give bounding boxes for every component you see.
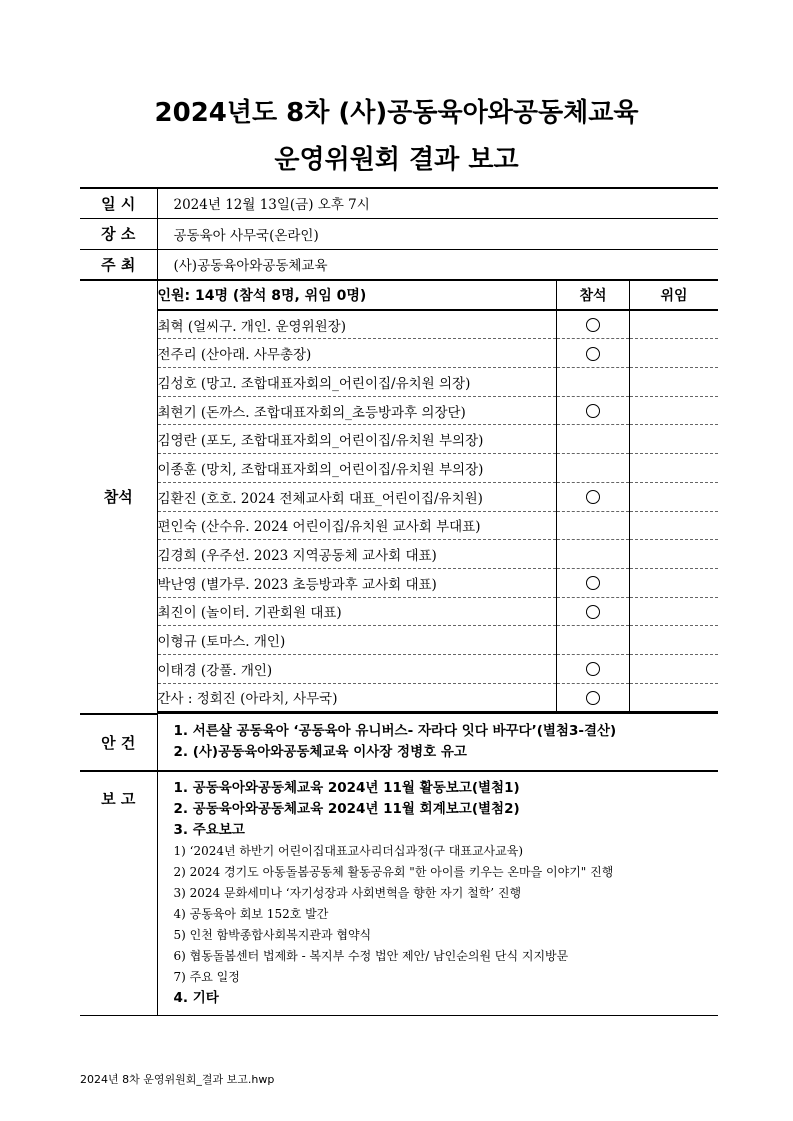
- agenda-item-2: 2. (사)공동육아와공동체교육 이사장 정병호 유고: [173, 744, 467, 761]
- row-agenda: [80, 714, 718, 771]
- attend-mark-cell: [557, 396, 630, 425]
- agenda-cell: [157, 714, 718, 771]
- report-sub-7: 7) 주요 일정: [173, 969, 240, 984]
- report-item-2: 2. 공동육아와공동체교육 2024년 11월 회계보고(별첨2): [173, 800, 520, 817]
- attend-circle-icon: [586, 691, 600, 705]
- attendee-name: 김경희 (우주선. 2023 지역공동체 교사회 대표): [158, 540, 557, 569]
- attend-mark-cell: [557, 425, 630, 454]
- attendee-row: [158, 626, 719, 655]
- proxy-mark-cell: [630, 454, 719, 483]
- attendee-name: 김영란 (포도, 조합대표자회의_어린이집/유치원 부의장): [158, 425, 557, 454]
- label-host: 주 최: [80, 249, 157, 280]
- place-value: 공동육아 사무국(온라인): [157, 218, 718, 249]
- report-sub-1: 1) ‘2024년 하반기 어린이집대표교사리더십과정(구 대표교사교육): [173, 843, 524, 858]
- attendee-name: 박난영 (별가루. 2023 초등방과후 교사회 대표): [158, 568, 557, 597]
- col-attend-header: 참석: [557, 281, 630, 310]
- proxy-mark-cell: [630, 339, 719, 368]
- attendee-name: 이종훈 (망치, 조합대표자회의_어린이집/유치원 부의장): [158, 454, 557, 483]
- attendee-name: 김성호 (망고. 조합대표자회의_어린이집/유치원 의장): [158, 368, 557, 397]
- date-value: 2024년 12월 13일(금) 오후 7시: [157, 188, 718, 218]
- attendance-summary: 인원: 14명 (참석 8명, 위임 0명): [158, 281, 557, 310]
- attendee-row: [158, 683, 719, 712]
- attendee-name: 최현기 (돈까스. 조합대표자회의_초등방과후 의장단): [158, 396, 557, 425]
- attendee-row: [158, 568, 719, 597]
- attendee-row: [158, 368, 719, 397]
- attendee-name: 최진이 (놀이터. 기관회원 대표): [158, 597, 557, 626]
- report-table: [80, 187, 718, 1016]
- attendance-body: [158, 310, 719, 713]
- attendee-row: [158, 597, 719, 626]
- attendee-row: [158, 511, 719, 540]
- attendee-row: [158, 339, 719, 368]
- page-title-line2: 운영위원회 결과 보고: [274, 145, 519, 175]
- proxy-mark-cell: [630, 368, 719, 397]
- host-value: (사)공동육아와공동체교육: [157, 249, 718, 280]
- attend-mark-cell: [557, 454, 630, 483]
- attend-mark-cell: [557, 339, 630, 368]
- attendee-name: 전주리 (산아래. 사무총장): [158, 339, 557, 368]
- attendee-name: 이태경 (강풀. 개인): [158, 654, 557, 683]
- label-place: 장 소: [80, 218, 157, 249]
- agenda-item-1: 1. 서른살 공동육아 ‘공동육아 유니버스- 자라다 잇다 바꾸다’(별첨3-결산): [173, 723, 617, 740]
- attendance-table: [158, 281, 719, 713]
- row-report: [80, 771, 718, 1016]
- label-attend: 참석: [80, 280, 157, 714]
- attend-mark-cell: [557, 368, 630, 397]
- attendee-name: 편인숙 (산수유. 2024 어린이집/유치원 교사회 부대표): [158, 511, 557, 540]
- attend-mark-cell: [557, 540, 630, 569]
- attend-mark-cell: [557, 683, 630, 712]
- proxy-mark-cell: [630, 540, 719, 569]
- report-sub-4: 4) 공동육아 회보 152호 발간: [173, 906, 329, 921]
- label-report: 보 고: [80, 771, 157, 1016]
- proxy-mark-cell: [630, 482, 719, 511]
- report-sub-5: 5) 인천 함박종합사회복지관과 협약식: [173, 927, 372, 942]
- attendee-name: 김환진 (호호. 2024 전체교사회 대표_어린이집/유치원): [158, 482, 557, 511]
- report-sub-2: 2) 2024 경기도 아동돌봄공동체 활동공유회 "한 아이를 키우는 온마을 이야기" 진행: [173, 864, 614, 879]
- attendee-name: 최혁 (얼씨구. 개인. 운영위원장): [158, 310, 557, 339]
- proxy-mark-cell: [630, 626, 719, 655]
- proxy-mark-cell: [630, 511, 719, 540]
- attend-mark-cell: [557, 568, 630, 597]
- attendee-name: 간사 : 정회진 (아라치, 사무국): [158, 683, 557, 712]
- label-date: 일 시: [80, 188, 157, 218]
- attendee-row: [158, 482, 719, 511]
- attend-mark-cell: [557, 626, 630, 655]
- col-proxy-header: 위임: [630, 281, 719, 310]
- attend-mark-cell: [557, 654, 630, 683]
- attend-circle-icon: [586, 662, 600, 676]
- attend-circle-icon: [586, 490, 600, 504]
- attend-mark-cell: [557, 310, 630, 339]
- report-sub-6: 6) 협동돌봄센터 법제화 - 복지부 수정 법안 제안/ 남인순의원 단식 지지방문: [173, 948, 569, 963]
- attendee-row: [158, 654, 719, 683]
- report-sub-3: 3) 2024 문화세미나 ‘자기성장과 사회변혁을 향한 자기 철학’ 진행: [173, 885, 522, 900]
- attendee-row: [158, 310, 719, 339]
- attendee-row: [158, 425, 719, 454]
- attendance-header: [158, 281, 719, 310]
- row-date: [80, 188, 718, 218]
- attend-mark-cell: [557, 597, 630, 626]
- attendee-row: [158, 454, 719, 483]
- attend-circle-icon: [586, 347, 600, 361]
- row-place: [80, 218, 718, 249]
- attendance-cell: [157, 280, 718, 714]
- attendee-row: [158, 540, 719, 569]
- attendee-name: 이형규 (토마스. 개인): [158, 626, 557, 655]
- proxy-mark-cell: [630, 683, 719, 712]
- proxy-mark-cell: [630, 396, 719, 425]
- file-name-footer: 2024년 8차 운영위원회_결과 보고.hwp: [80, 1073, 275, 1086]
- proxy-mark-cell: [630, 568, 719, 597]
- attend-mark-cell: [557, 482, 630, 511]
- attend-circle-icon: [586, 576, 600, 590]
- report-item-4: 4. 기타: [173, 989, 219, 1006]
- attend-circle-icon: [586, 404, 600, 418]
- row-attendance: [80, 280, 718, 714]
- proxy-mark-cell: [630, 654, 719, 683]
- attendee-row: [158, 396, 719, 425]
- report-cell: [157, 771, 718, 1016]
- label-agenda: 안 건: [80, 714, 157, 771]
- row-host: [80, 249, 718, 280]
- page-title-line1: 2024년도 8차 (사)공동육아와공동체교육: [154, 98, 639, 128]
- report-item-3: 3. 주요보고: [173, 821, 245, 838]
- proxy-mark-cell: [630, 597, 719, 626]
- attend-mark-cell: [557, 511, 630, 540]
- proxy-mark-cell: [630, 310, 719, 339]
- report-item-1: 1. 공동육아와공동체교육 2024년 11월 활동보고(별첨1): [173, 779, 520, 796]
- attend-circle-icon: [586, 318, 600, 332]
- attend-circle-icon: [586, 605, 600, 619]
- proxy-mark-cell: [630, 425, 719, 454]
